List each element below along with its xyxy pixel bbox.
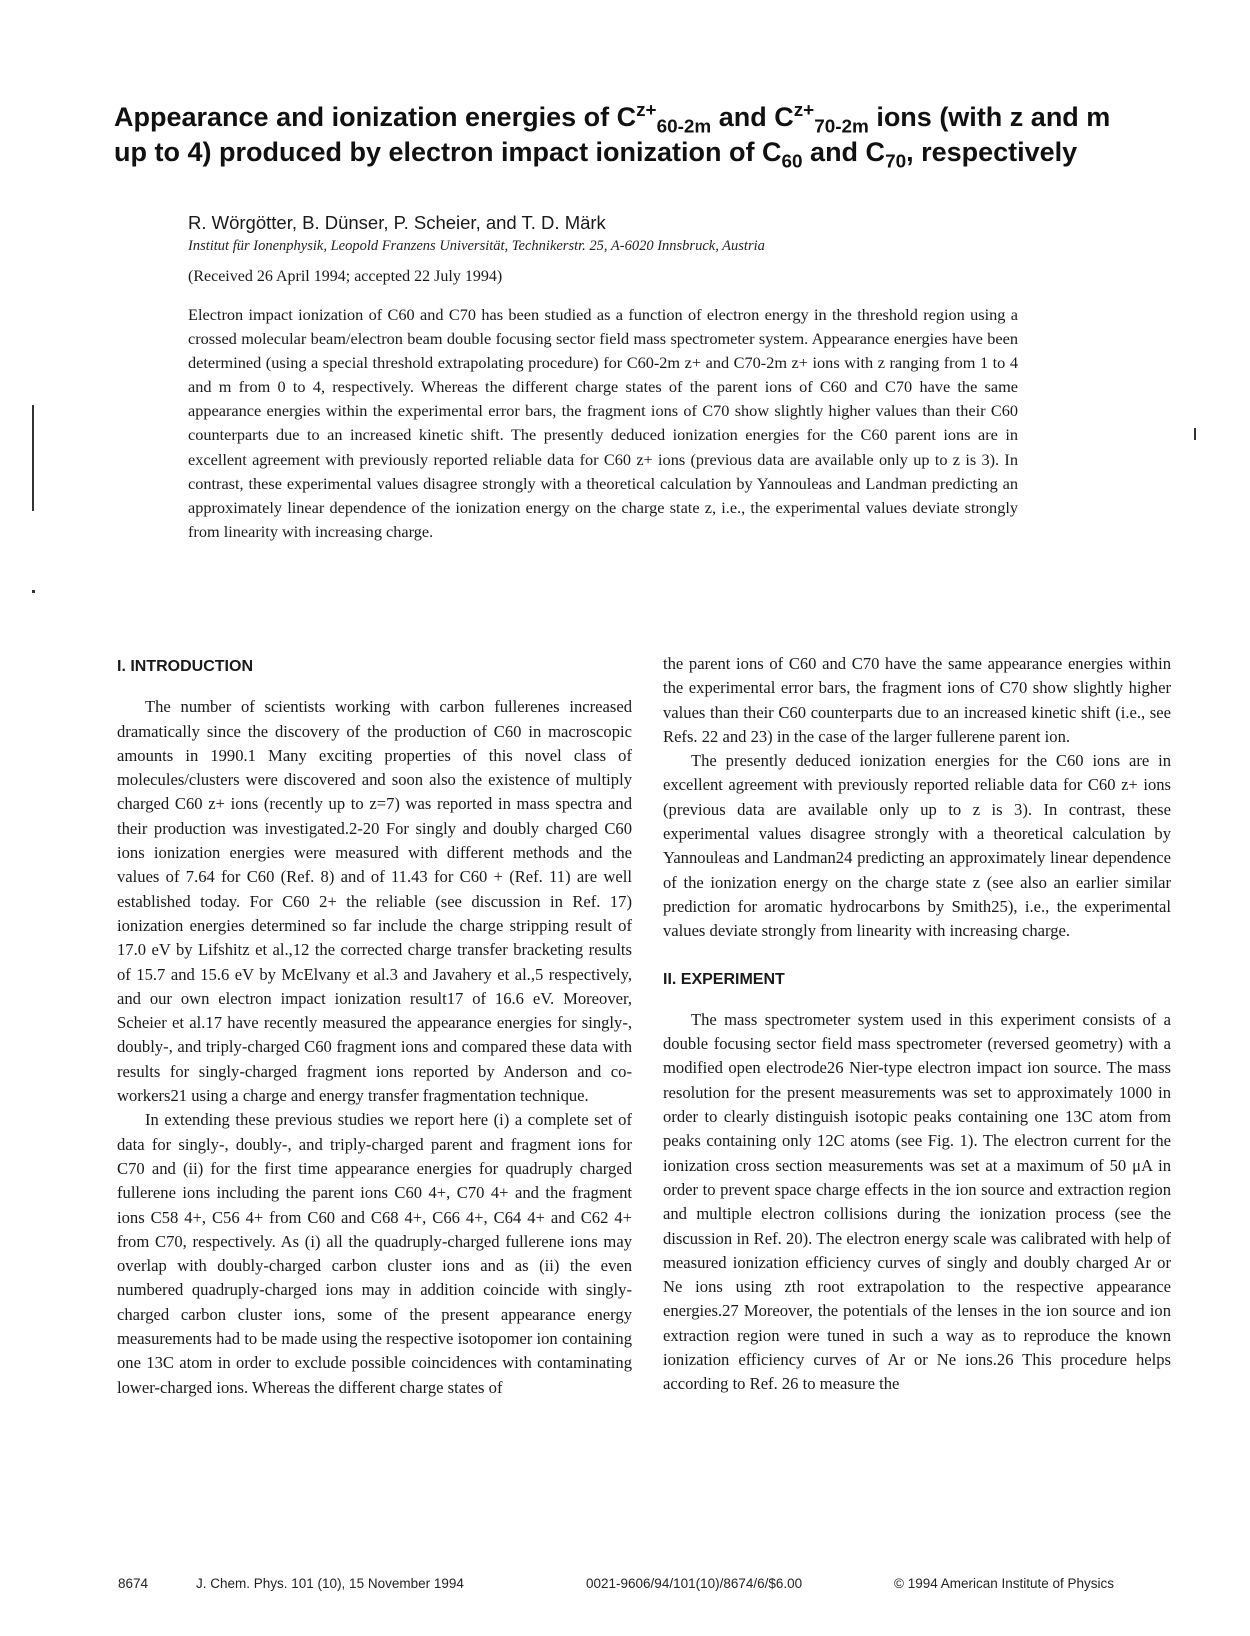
- title-sub: 60: [781, 151, 803, 173]
- title-sub: 70: [885, 151, 907, 173]
- affiliation: Institut für Ionenphysik, Leopold Franzens Universität, Technikerstr. 25, A-6020 Innsbruck, Austria: [188, 238, 765, 254]
- intro-paragraph-2: In extending these previous studies we report here (i) a complete set of data for singly-, doubly-, and triply-charged parent and fragment ions for C70 and (ii) for the first time appearance energies for quadruply charged fullerene ions including the parent ions C60 4+, C70 4+ and the fragment ions C58 4+, C56 4+ from C60 and C68 4+, C66 4+, C64 4+ and C62 4+ from C70, respectively. As (i) all the quadruply-charged fullerene ions may overlap with doubly-charged carbon cluster ions and as (ii) the even numbered quadruply-charged ions may in addition coincide with singly-charged carbon cluster ions, some of the present appearance energy measurements had to be made using the respective isotopomer ion containing one 13C atom in order to exclude possible coincidences with contaminating lower-charged ions. Whereas the different charge states of: [117, 1110, 632, 1397]
- title-text: and C: [711, 102, 794, 132]
- title-text: and C: [802, 137, 886, 167]
- scan-artifact-dot: [1194, 428, 1196, 440]
- right-column: [663, 652, 1171, 1397]
- title-text: Appearance and ionization energies of C: [114, 102, 637, 132]
- section-heading-introduction: I. INTRODUCTION: [117, 658, 253, 675]
- title-sup: z+: [793, 100, 815, 121]
- abstract: Electron impact ionization of C60 and C70 has been studied as a function of electron energy in the threshold region using a crossed molecular beam/electron beam double focusing sector field mass spectrometer system. Appearance energies have been determined (using a special threshold extrapolating procedure) for C60-2m z+ and C70-2m z+ ions with z ranging from 1 to 4 and m from 0 to 4, respectively. Whereas the different charge states of the parent ions of C60 and C70 have the same appearance energies within the experimental error bars, the fragment ions of C70 show slightly higher values than their C60 counterparts due to an increased kinetic shift. The presently deduced ionization energies for the C60 parent ions are in excellent agreement with previously reported reliable data for C60 z+ ions (previous data are available only up to z is 3). In contrast, these experimental values disagree strongly with a theoretical calculation by Yannouleas and Landman predicting an approximately linear dependence of the ionization energy on the charge state z, i.e., the experimental values deviate strongly from linearity with increasing charge.: [188, 305, 1018, 541]
- title-text: ions (with z and m up to 4) produced by electron impact ionization of C: [114, 102, 1111, 167]
- article-title: [114, 100, 1114, 173]
- left-column: [117, 655, 632, 1400]
- title-sub: 70-2m: [814, 116, 869, 138]
- footer-page-number: 8674: [118, 1576, 149, 1591]
- author-list: R. Wörgötter, B. Dünser, P. Scheier, and T. D. Märk: [188, 212, 606, 233]
- title-sub: 60-2m: [656, 116, 712, 138]
- section-heading-experiment: II. EXPERIMENT: [663, 970, 785, 988]
- received-date: (Received 26 April 1994; accepted 22 July 1994): [188, 268, 503, 285]
- footer-code: 0021-9606/94/101(10)/8674/6/$6.00: [586, 1576, 803, 1591]
- title-text: , respectively: [906, 137, 1078, 167]
- scan-artifact-line: [32, 405, 34, 511]
- scan-artifact-dot: [32, 590, 35, 593]
- experiment-paragraph-1: The mass spectrometer system used in this experiment consists of a double focusing sector field mass spectrometer (reversed geometry) with a modified open electrode26 Nier-type electron impact ion source. The mass resolution for the present measurements was set to approximately 1000 in order to clearly distinguish isotopic peaks containing one 13C atom from peaks containing only 12C atoms (see Fig. 1). The electron current for the ionization cross section measurements was set at a maximum of 50 μA in order to prevent space charge effects in the ion source and extraction region and multiple electron collisions during the ionization process (see the discussion in Ref. 20). The electron energy scale was calibrated with help of measured ionization efficiency curves of singly and doubly charged Ar or Ne ions using zth root extrapolation to the respective appearance energies.27 Moreover, the potentials of the lenses in the ion source and ion extraction region were tuned in such a way as to reproduce the known ionization efficiency curves of Ar or Ne ions.26 This procedure helps according to Ref. 26 to measure the: [663, 1009, 1171, 1394]
- intro-paragraph-1: The number of scientists working with carbon fullerenes increased dramatically since the discovery of the production of C60 in macroscopic amounts in 1990.1 Many exciting properties of this novel class of molecules/clusters were discovered and soon also the existence of multiply charged C60 z+ ions (recently up to z=7) was reported in mass spectra and their production was investigated.2-20 For singly and doubly charged C60 ions ionization energies were measured with different methods and the values of 7.64 for C60 (Ref. 8) and of 11.43 for C60 + (Ref. 11) are well established today. For C60 2+ the reliable (see discussion in Ref. 17) ionization energies determined so far include the charge stripping result of 17.0 eV by Lifshitz et al.,12 the corrected charge transfer bracketing results of 15.7 and 15.6 eV by McElvany et al.3 and Javahery et al.,5 respectively, and our own electron impact ionization result17 of 16.6 eV. Moreover, Scheier et al.17 have recently measured the appearance energies for singly-, doubly-, and triply-charged C60 fragment ions and compared these data with results for singly-charged fragment ions reported by Anderson and co-workers21 using a charge and energy transfer fragmentation technique.: [117, 697, 632, 1106]
- footer-journal: J. Chem. Phys. 101 (10), 15 November 1994: [196, 1576, 464, 1591]
- intro-paragraph-3: the parent ions of C60 and C70 have the same appearance energies within the experimental error bars, the fragment ions of C70 show slightly higher values than their C60 counterparts due to an increased kinetic shift (i.e., see Refs. 22 and 23) in the case of the larger fullerene parent ion.: [663, 654, 1171, 746]
- intro-paragraph-4: The presently deduced ionization energies for the C60 ions are in excellent agreement with previously reported reliable data for C60 z+ ions (previous data are available only up to z is 3). In contrast, these experimental values disagree strongly with a theoretical calculation by Yannouleas and Landman24 predicting an approximately linear dependence of the ionization energy on the charge state z (see also an earlier similar prediction for aromatic hydrocarbons by Smith25), i.e., the experimental values deviate strongly from linearity with increasing charge.: [663, 751, 1171, 941]
- footer-copyright: © 1994 American Institute of Physics: [894, 1576, 1115, 1591]
- title-sup: z+: [636, 100, 657, 121]
